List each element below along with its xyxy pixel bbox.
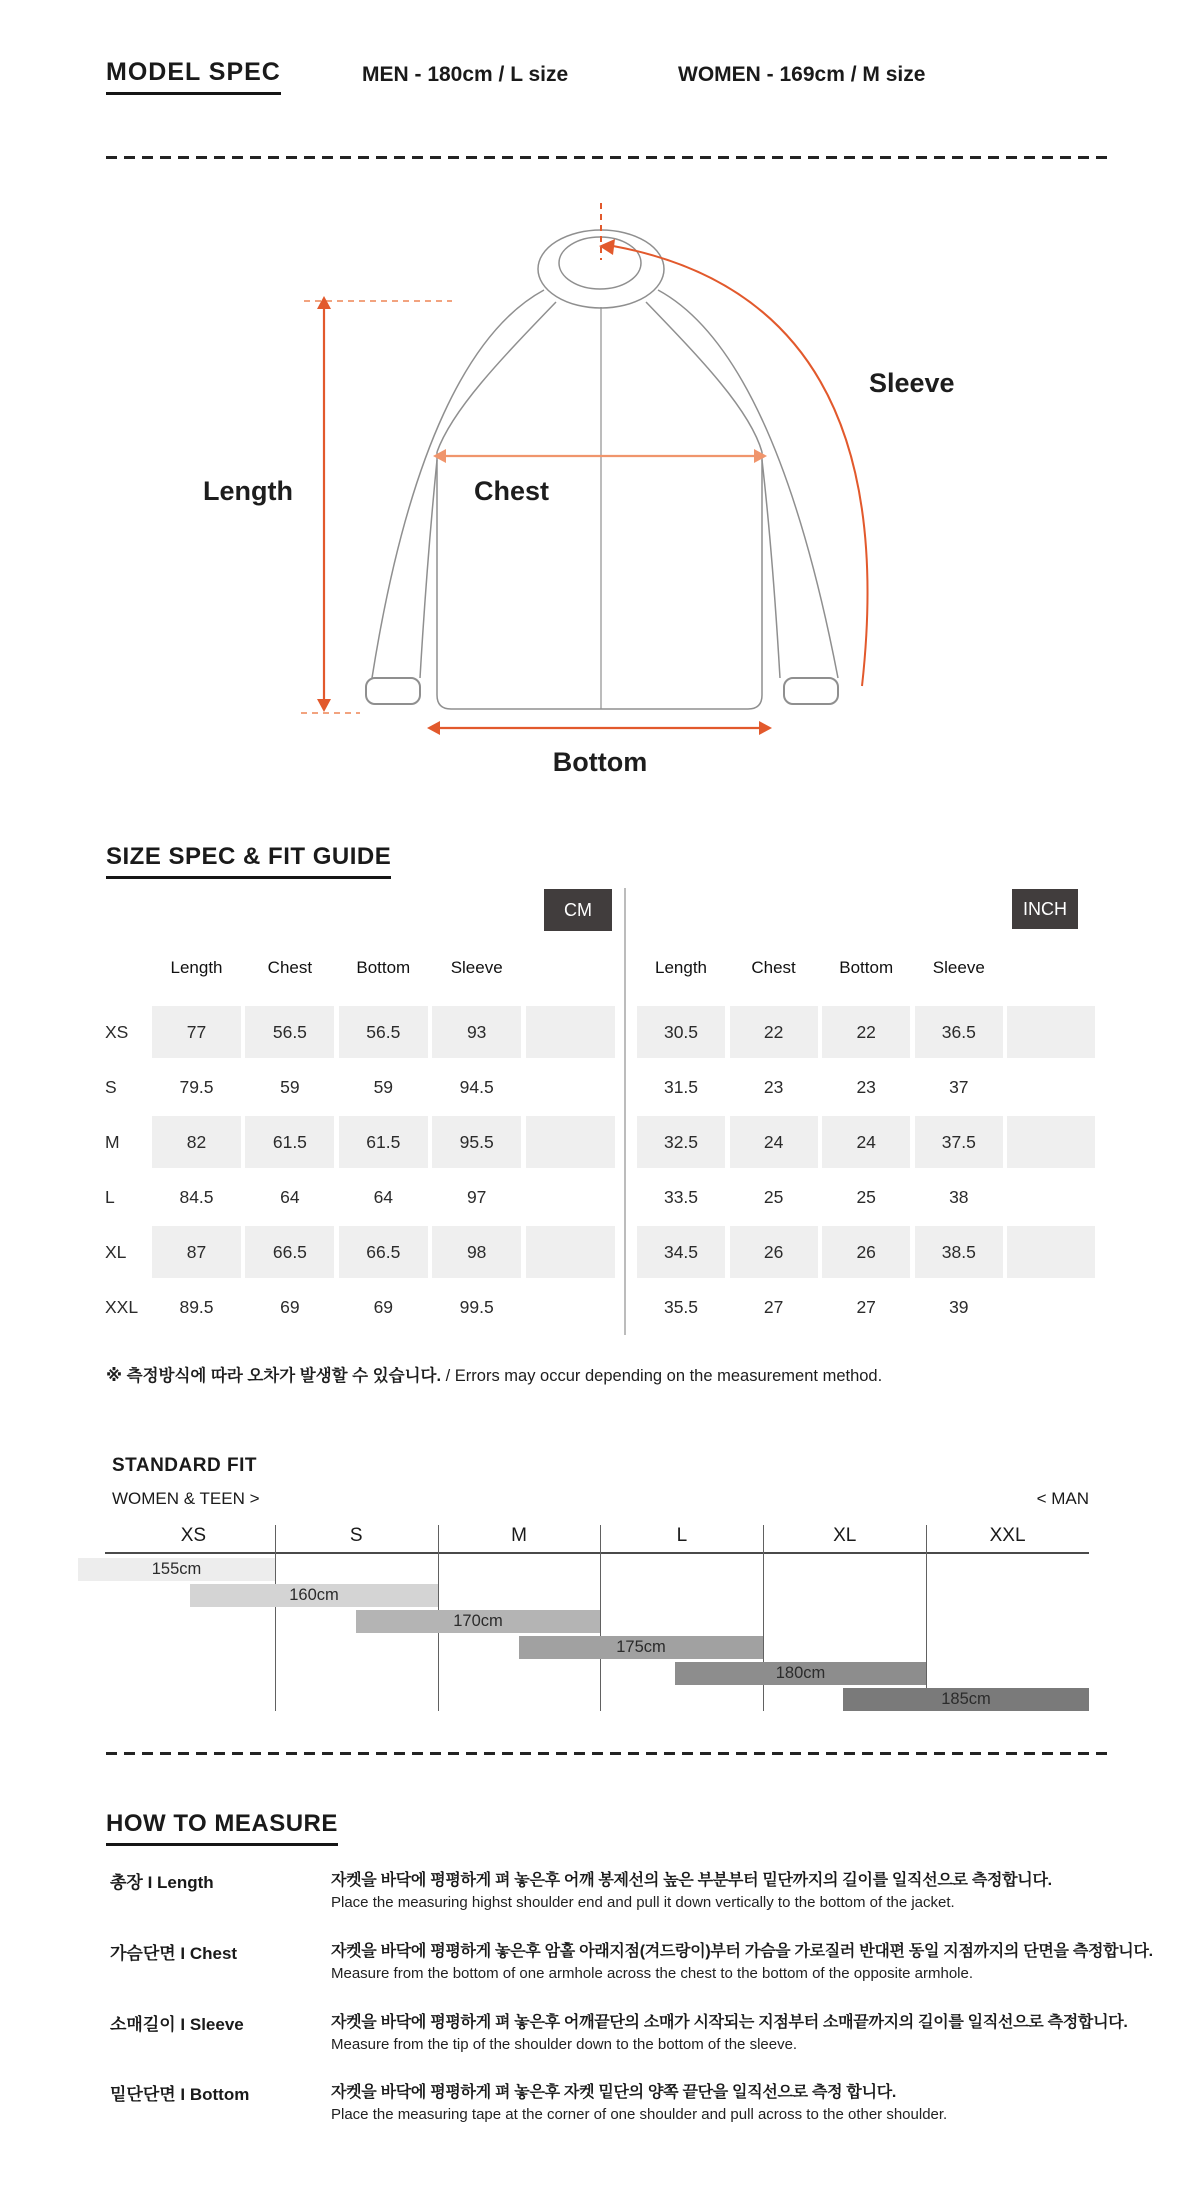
inch-cell: 23 [763, 1077, 784, 1097]
size-spec-header [106, 843, 391, 879]
inch-cell [1007, 1116, 1095, 1168]
measurement-note [106, 1362, 882, 1386]
cm-cell: 97 [466, 1187, 487, 1207]
inch-cell: 38.5 [915, 1226, 1003, 1278]
inch-badge: INCH [1012, 889, 1078, 929]
cm-cell: 69 [280, 1297, 300, 1317]
cm-col-header: Length [170, 958, 223, 977]
cm-cell [526, 1061, 615, 1113]
cm-cell [526, 1006, 615, 1058]
inch-cell: 23 [856, 1077, 876, 1097]
measure-row-desc-en: Place the measuring tape at the corner of one shoulder and pull across to the other shoulder. [331, 2106, 948, 2123]
cm-cell: 61.5 [339, 1116, 428, 1168]
inch-col-header: Bottom [839, 958, 894, 977]
standard-fit-chart [0, 1525, 1200, 1725]
jacket-measurement-diagram [0, 170, 1200, 790]
measure-row-desc-kr: 자켓을 바닥에 평평하게 펴 놓은후 자켓 밑단의 양쪽 끝단을 일직선으로 측정 합니다. [331, 2084, 897, 2101]
cm-cell [526, 1171, 615, 1223]
inch-col-header: Sleeve [932, 958, 985, 977]
fit-size-label: S [349, 1525, 363, 1546]
inch-cell: 24 [730, 1116, 818, 1168]
inch-cell: 33.5 [663, 1187, 699, 1207]
cm-cell [526, 1281, 615, 1333]
cm-cell: 84.5 [179, 1187, 214, 1207]
cm-cell: 99.5 [459, 1297, 494, 1317]
inch-cell [1007, 1281, 1095, 1333]
fit-size-label: M [511, 1525, 527, 1546]
cm-cell [526, 1116, 615, 1168]
cm-row-size-label: XXL [105, 1297, 139, 1317]
cm-col-header: Sleeve [450, 958, 503, 977]
model-spec-header [106, 58, 281, 95]
cm-cell [526, 1226, 615, 1278]
cm-col-header: Bottom [356, 958, 411, 977]
inch-cell [1007, 1171, 1095, 1223]
cm-cell: 89.5 [179, 1297, 214, 1317]
inch-cell: 30.5 [637, 1006, 725, 1058]
cm-cell: 69 [373, 1297, 394, 1317]
fit-height-bar: 180cm [675, 1662, 926, 1685]
inch-cell: 34.5 [637, 1226, 725, 1278]
measure-row-desc-en: Place the measuring highst shoulder end and pull it down vertically to the bottom of the jacket. [331, 1894, 955, 1911]
inch-cell [1007, 1061, 1095, 1113]
inch-col-header: Chest [751, 958, 796, 977]
cm-cell: 98 [432, 1226, 521, 1278]
size-table-cm [75, 955, 620, 1345]
inch-cell: 37.5 [915, 1116, 1003, 1168]
inch-cell: 25 [763, 1187, 784, 1207]
how-to-measure-title: HOW TO MEASURE [106, 1810, 338, 1846]
measure-row-label: 밑단단면 I Bottom [110, 2085, 250, 2104]
inch-cell: 25 [856, 1187, 876, 1207]
how-to-measure-header [106, 1810, 338, 1846]
inch-cell: 27 [856, 1297, 876, 1317]
fit-height-bar: 185cm [843, 1688, 1089, 1711]
fit-size-label: XL [833, 1525, 857, 1546]
measure-row-label: 가슴단면 I Chest [110, 1944, 238, 1963]
size-table-inch [630, 955, 1100, 1345]
inch-cell: 26 [822, 1226, 910, 1278]
sleeve-label: Sleeve [869, 368, 955, 398]
measure-row-desc-en: Measure from the tip of the shoulder down to the bottom of the sleeve. [331, 2036, 798, 2053]
cm-cell: 87 [152, 1226, 241, 1278]
standard-fit-title: STANDARD FIT [112, 1455, 257, 1476]
bottom-label: Bottom [552, 747, 648, 777]
cm-cell: 59 [373, 1077, 394, 1097]
cm-cell: 82 [152, 1116, 241, 1168]
measure-row-label: 소매길이 I Sleeve [110, 2015, 244, 2034]
inch-cell: 27 [763, 1297, 784, 1317]
measure-row-desc-kr: 자켓을 바닥에 평평하게 펴 놓은후 어깨끝단의 소매가 시작되는 지점부터 소매끝까지의 길이를 일직선으로 측정합니다. [331, 2014, 1128, 2031]
fit-size-label: XXL [989, 1525, 1026, 1546]
inch-cell: 22 [730, 1006, 818, 1058]
inch-cell [1007, 1226, 1095, 1278]
cm-col-header: Chest [267, 958, 313, 977]
table-divider [624, 888, 626, 1335]
cm-badge: CM [544, 889, 612, 931]
cm-cell: 61.5 [245, 1116, 334, 1168]
inch-cell: 26 [730, 1226, 818, 1278]
length-label: Length [203, 476, 293, 506]
model-spec-title: MODEL SPEC [106, 58, 281, 95]
cm-cell: 64 [373, 1187, 394, 1207]
cm-cell: 77 [152, 1006, 241, 1058]
cm-cell: 64 [280, 1187, 300, 1207]
cm-cell: 95.5 [432, 1116, 521, 1168]
inch-cell: 37 [949, 1077, 969, 1097]
inch-cell: 31.5 [663, 1077, 699, 1097]
cm-cell: 66.5 [339, 1226, 428, 1278]
measurement-note-en: / Errors may occur depending on the measurement method. [441, 1367, 883, 1385]
measure-row-desc-kr: 자켓을 바닥에 평평하게 놓은후 암홀 아래지점(겨드랑이)부터 가슴을 가로질러 반대편 동일 지점까지의 단면을 측정합니다. [331, 1943, 1153, 1960]
fit-height-bar: 175cm [519, 1636, 763, 1659]
fit-chart-gridline [275, 1525, 276, 1711]
fit-height-bar: 160cm [190, 1584, 438, 1607]
cm-row-size-label: S [105, 1077, 117, 1097]
cm-cell: 59 [280, 1077, 300, 1097]
cm-cell: 56.5 [339, 1006, 428, 1058]
fit-chart-axis [105, 1552, 1089, 1554]
inch-cell: 38 [949, 1187, 969, 1207]
fit-chart-gridline [926, 1525, 927, 1711]
cm-cell: 66.5 [245, 1226, 334, 1278]
inch-cell: 32.5 [637, 1116, 725, 1168]
cm-cell: 94.5 [459, 1077, 494, 1097]
cm-row-size-label: L [105, 1187, 115, 1207]
sleeve-arc [613, 246, 868, 686]
cm-cell: 56.5 [245, 1006, 334, 1058]
cm-row-size-label: M [105, 1132, 120, 1152]
fit-size-label: XS [180, 1525, 207, 1546]
inch-col-header: Length [655, 958, 707, 977]
size-spec-title: SIZE SPEC & FIT GUIDE [106, 843, 391, 879]
fit-caption-women: WOMEN & TEEN > [112, 1489, 260, 1508]
model-spec-women: WOMEN - 169cm / M size [678, 63, 926, 86]
inch-cell: 39 [949, 1297, 969, 1317]
measure-row-desc-en: Measure from the bottom of one armhole across the chest to the bottom of the opposite armhole. [331, 1965, 974, 1982]
model-spec-men: MEN - 180cm / L size [362, 63, 569, 86]
fit-height-bar: 170cm [356, 1610, 600, 1633]
fit-captions [112, 1489, 1089, 1509]
inch-cell: 36.5 [915, 1006, 1003, 1058]
inch-cell: 22 [822, 1006, 910, 1058]
dashed-divider-top [106, 156, 1114, 159]
fit-height-bar: 155cm [78, 1558, 275, 1581]
fit-caption-man: < MAN [1036, 1489, 1089, 1508]
measurement-note-kr: ※ 측정방식에 따라 오차가 발생할 수 있습니다. [106, 1367, 442, 1385]
fit-chart-gridline [600, 1525, 601, 1711]
cm-row-size-label: XS [105, 1022, 129, 1042]
cm-row-size-label: XL [105, 1242, 127, 1262]
measure-row-desc-kr: 자켓을 바닥에 평평하게 펴 놓은후 어깨 봉제선의 높은 부분부터 밑단까지의 길이를 일직선으로 측정합니다. [331, 1872, 1052, 1889]
inch-cell: 35.5 [663, 1297, 699, 1317]
inch-cell [1007, 1006, 1095, 1058]
inch-cell: 24 [822, 1116, 910, 1168]
fit-size-label: L [676, 1525, 688, 1546]
chest-label: Chest [474, 476, 550, 506]
cm-cell: 93 [432, 1006, 521, 1058]
measure-row-label: 총장 I Length [110, 1873, 214, 1892]
dashed-divider-bottom [106, 1752, 1114, 1755]
cm-cell: 79.5 [179, 1077, 214, 1097]
